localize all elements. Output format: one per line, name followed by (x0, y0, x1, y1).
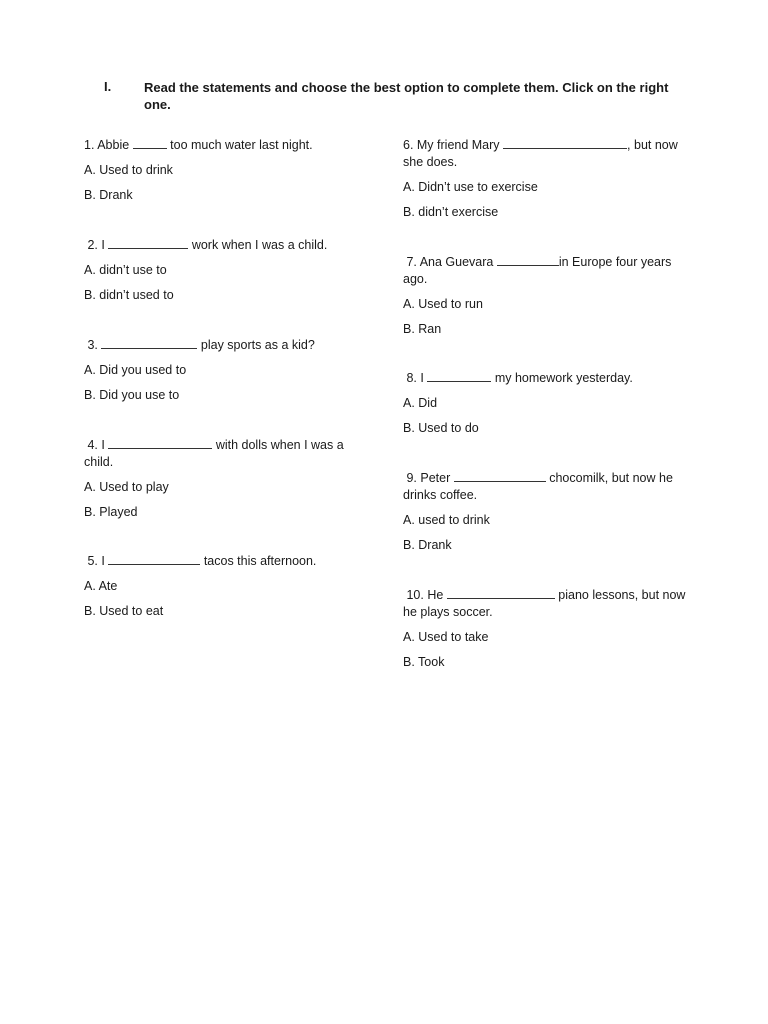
question-10-text: 10. He piano lessons, but now he plays soccer. (403, 588, 686, 619)
question-6-option-b[interactable]: B. didn’t exercise (403, 205, 499, 219)
question-5-text: 5. I tacos this afternoon. (87, 554, 317, 568)
question-6-option-a[interactable]: A. Didn’t use to exercise (403, 180, 538, 194)
question-5-option-b[interactable]: B. Used to eat (84, 604, 164, 618)
question-1-option-b[interactable]: B. Drank (84, 188, 133, 202)
question-9-option-b[interactable]: B. Drank (403, 538, 452, 552)
question-7-option-a[interactable]: A. Used to run (403, 297, 483, 311)
question-3-option-a[interactable]: A. Did you used to (84, 363, 187, 377)
question-4-text: 4. I with dolls when I was a child. (84, 438, 344, 469)
answer-blank (101, 337, 197, 349)
instruction-number: I. (104, 79, 112, 94)
answer-blank (497, 254, 559, 266)
question-3-text: 3. play sports as a kid? (87, 338, 315, 352)
question-2-option-a[interactable]: A. didn’t use to (84, 263, 167, 277)
question-6 (403, 137, 693, 219)
question-7-text: 7. Ana Guevara in Europe four years ago. (403, 255, 672, 286)
question-10-option-a[interactable]: A. Used to take (403, 630, 489, 644)
answer-blank (447, 587, 555, 599)
question-10 (403, 587, 693, 669)
question-2-text: 2. I work when I was a child. (87, 238, 328, 252)
answer-blank (454, 470, 546, 482)
question-8-text: 8. I my homework yesterday. (406, 371, 633, 385)
question-1 (84, 137, 374, 202)
question-9-option-a[interactable]: A. used to drink (403, 513, 490, 527)
answer-blank (427, 370, 491, 382)
instruction-text: Read the statements and choose the best option to complete them. Click on the right one. (144, 80, 669, 112)
answer-blank (108, 437, 212, 449)
question-8 (403, 370, 693, 435)
question-9 (403, 470, 693, 552)
question-7 (403, 254, 693, 336)
question-4 (84, 437, 374, 519)
question-1-option-a[interactable]: A. Used to drink (84, 163, 173, 177)
question-9-text: 9. Peter chocomilk, but now he drinks coffee. (403, 471, 673, 502)
question-2 (84, 237, 374, 302)
answer-blank (108, 553, 200, 565)
question-1-text: 1. Abbie too much water last night. (84, 138, 313, 152)
question-3 (84, 337, 374, 402)
question-2-option-b[interactable]: B. didn’t used to (84, 288, 174, 302)
question-10-option-b[interactable]: B. Took (403, 655, 445, 669)
question-7-option-b[interactable]: B. Ran (403, 322, 442, 336)
answer-blank (108, 237, 188, 249)
question-3-option-b[interactable]: B. Did you use to (84, 388, 180, 402)
answer-blank (503, 137, 627, 149)
question-4-option-a[interactable]: A. Used to play (84, 480, 169, 494)
answer-blank (133, 137, 167, 149)
question-5 (84, 553, 374, 618)
question-8-option-a[interactable]: A. Did (403, 396, 438, 410)
question-8-option-b[interactable]: B. Used to do (403, 421, 479, 435)
question-4-option-b[interactable]: B. Played (84, 505, 138, 519)
question-5-option-a[interactable]: A. Ate (84, 579, 118, 593)
question-6-text: 6. My friend Mary , but now she does. (403, 138, 678, 169)
